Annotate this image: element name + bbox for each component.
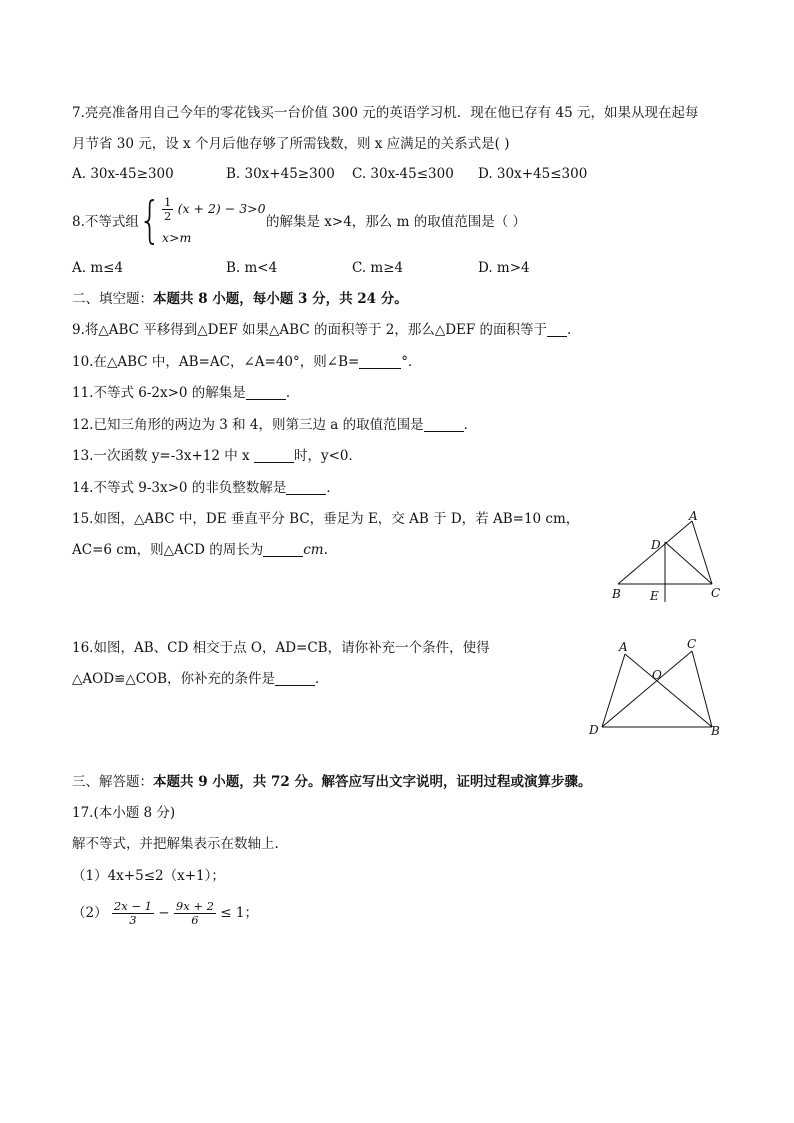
q16-line1: 16.如图，AB、CD 相交于点 O，AD=CB，请你补充一个条件，使得 [72, 640, 490, 656]
q16-line2: △AOD≌△COB，你补充的条件是 ． [72, 671, 329, 687]
section3-heading: 三、解答题：本题共 9 小题，共 72 分。解答应写出文字说明，证明过程或演算步骤。 [72, 774, 592, 790]
q11-answer-blank[interactable] [246, 385, 286, 400]
q9: 9.将△ABC 平移得到△DEF 如果△ABC 的面积等于 2，那么△DEF 的面积等于 . [72, 322, 572, 338]
q15-side-ba [618, 521, 692, 584]
q16-label-b: B [711, 724, 720, 738]
q10-answer-blank[interactable] [359, 354, 401, 369]
q10: 10.在△ABC 中，AB=AC，∠A=40°，则∠B= °． [72, 354, 422, 370]
section2-heading: 二、填空题：本题共 8 小题，每小题 3 分，共 24 分。 [72, 291, 408, 307]
q14: 14.不等式 9-3x>0 的非负整数解是 ． [72, 480, 340, 496]
q16-label-o: O [652, 668, 662, 682]
q16-label-d: D [589, 723, 599, 737]
q8-option-c: C. m≥4 [352, 260, 404, 276]
q16-segment-cd [602, 651, 692, 727]
q15-label-a: A [689, 509, 698, 523]
q16-label-a: A [619, 640, 628, 654]
q12-answer-blank[interactable] [424, 417, 464, 432]
q7-line2: 月节省 30 元，设 x 个月后他存够了所需钱数，则 x 应满足的关系式是( ) [72, 136, 510, 152]
q17-title: 17.(本小题 8 分) [72, 805, 176, 821]
q7-option-d: D. 30x+45≤300 [478, 166, 588, 182]
q8-ineq1-fraction: $\frac{1}{2}$ [164, 195, 172, 223]
q8-ineq2: x>m [162, 230, 192, 245]
q16-segment-ab [625, 654, 712, 727]
q17-instruction: 解不等式，并把解集表示在数轴上. [72, 836, 279, 852]
q8-option-b: B. m<4 [226, 260, 278, 276]
q17-part2: （2） $\frac{2x - 1}{3}$ − $\frac{9x + 2}{6}$ ≤ 1； [72, 899, 258, 927]
q15-label-e: E [650, 589, 659, 603]
q15-label-b: B [612, 587, 621, 601]
q17-fraction-2: $\frac{9x + 2}{6}$ [175, 899, 214, 927]
q13: 13.一次函数 y=-3x+12 中 x 时，y<0． [72, 448, 362, 464]
q7-line1: 7.亮亮准备用自己今年的零花钱买一台价值 300 元的英语学习机．现在他已存有 45 元，如果从现在起每 [72, 105, 699, 121]
q8-ineq1 [162, 196, 266, 223]
q16-segment-cb [692, 651, 712, 727]
q8-option-d: D. m>4 [478, 260, 530, 276]
q7-option-c: C. 30x-45≤300 [352, 166, 454, 182]
q11: 11.不等式 6-2x>0 的解集是 ． [72, 385, 300, 401]
q17-part1: （1）4x+5≤2（x+1）； [72, 868, 225, 884]
q16-crossed-figure [585, 635, 730, 740]
q15-answer-blank[interactable] [263, 542, 303, 557]
q8-brace: { [138, 191, 162, 249]
q16-segment-ad [602, 654, 625, 727]
q15-line2: AC=6 cm，则△ACD 的周长为 cm. [72, 542, 328, 558]
q16-label-c: C [687, 637, 697, 651]
q8-ineq1-rest: (x + 2) − 3>0 [177, 201, 266, 216]
q9-answer-blank[interactable] [547, 322, 567, 337]
q7-option-a: A. 30x-45≥300 [72, 166, 174, 182]
q7-option-b: B. 30x+45≥300 [226, 166, 335, 182]
q8-suffix: 的解集是 x>4，那么 m 的取值范围是（ ） [266, 214, 526, 230]
q8-option-a: A. m≤4 [72, 260, 124, 276]
q15-label-c: C [711, 586, 721, 600]
q12: 12.已知三角形的两边为 3 和 4，则第三边 a 的取值范围是 ． [72, 417, 478, 433]
q8-prefix: 8.不等式组 [72, 214, 139, 230]
q17-fraction-1: $\frac{2x - 1}{3}$ [113, 899, 152, 927]
q15-label-d: D [651, 538, 661, 552]
q15-line1: 15.如图，△ABC 中，DE 垂直平分 BC，垂足为 E，交 AB 于 D，若 AB=10 cm， [72, 511, 580, 527]
q14-answer-blank[interactable] [286, 480, 326, 495]
q15-triangle-figure [600, 505, 730, 605]
q16-answer-blank[interactable] [275, 671, 315, 686]
q13-answer-blank[interactable] [254, 448, 294, 463]
